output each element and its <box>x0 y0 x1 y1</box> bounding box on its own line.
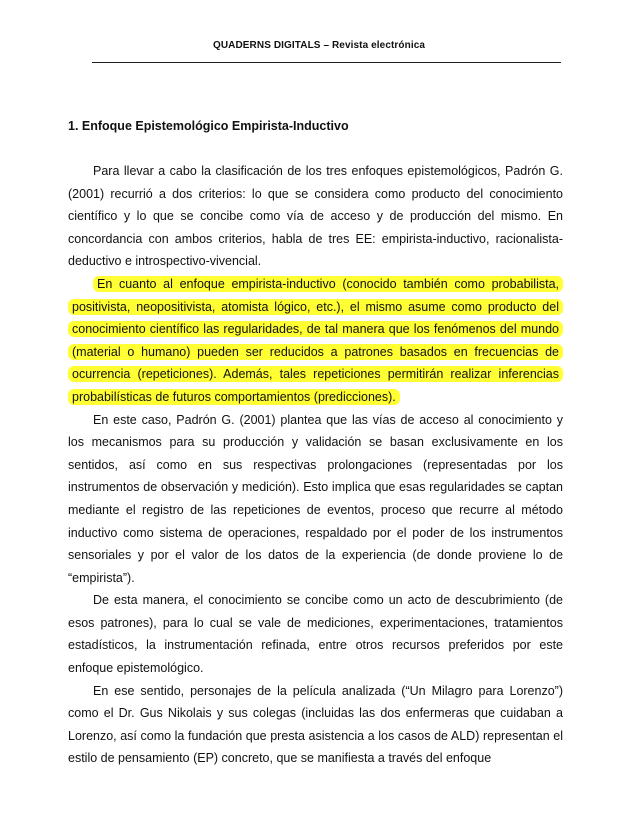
paragraph-3: En este caso, Padrón G. (2001) plantea que las vías de acceso al conocimiento y los mecanismos para su producción y validación se basan exclusivamente en los sentidos, así como en sus respectivas prolongaciones (representadas por los instrumentos de observación y medición). Esto implica que esas regularidades se captan mediante el registro de las repeticiones de eventos, proceso que recurre al método inductivo como sistema de operaciones, respaldado por el poder de los instrumentos sensoriales y por el valor de los datos de la experiencia (de donde proviene lo de “empirista”). <box>68 412 563 585</box>
highlight-mark: En cuanto al enfoque empirista-inductivo (conocido también como probabilista, positivista, neopositivista, atomista lógico, etc.), el mismo asume como producto del conocimiento científico las regularidades, de tal manera que los fenómenos del mundo (material o humano) pueden ser reducidos a patrones basados en frecuencias de ocurrencia (repeticiones). Además, tales repeticiones permitirán realizar inferencias probabilísticas de futuros comportamientos (predicciones). <box>68 276 563 405</box>
paragraph-1: Para llevar a cabo la clasificación de los tres enfoques epistemológicos, Padrón G. (2001) recurrió a dos criterios: lo que se considera como producto del conocimiento científico y lo que se concibe como vía de acceso y de producción del mismo. En concordancia con ambos criterios, habla de tres EE: empirista-inductivo, racionalista-deductivo e introspectivo-vivencial. <box>68 164 563 269</box>
section-title: 1. Enfoque Epistemológico Empirista-Inductivo <box>68 119 349 133</box>
paragraph-2-highlighted <box>68 273 563 409</box>
paragraph-5: En ese sentido, personajes de la película analizada (“Un Milagro para Lorenzo”) como el Dr. Gus Nikolais y sus colegas (incluidas las dos enfermeras que cuidaban a Lorenzo, así como la fundación que presta asistencia a los casos de ALD) representan el estilo de pensamiento (EP) concreto, que se manifiesta a través del enfoque <box>68 683 563 766</box>
running-header: QUADERNS DIGITALS – Revista electrónica <box>212 40 426 51</box>
paragraph-4: De esta manera, el conocimiento se concibe como un acto de descubrimiento (de esos patrones), para lo cual se vale de mediciones, experimentaciones, tratamientos estadísticos, la instrumentación refinada, entre otros recursos preferidos por este enfoque epistemológico. <box>68 593 563 676</box>
header-divider <box>92 62 561 63</box>
document-body <box>68 160 563 770</box>
